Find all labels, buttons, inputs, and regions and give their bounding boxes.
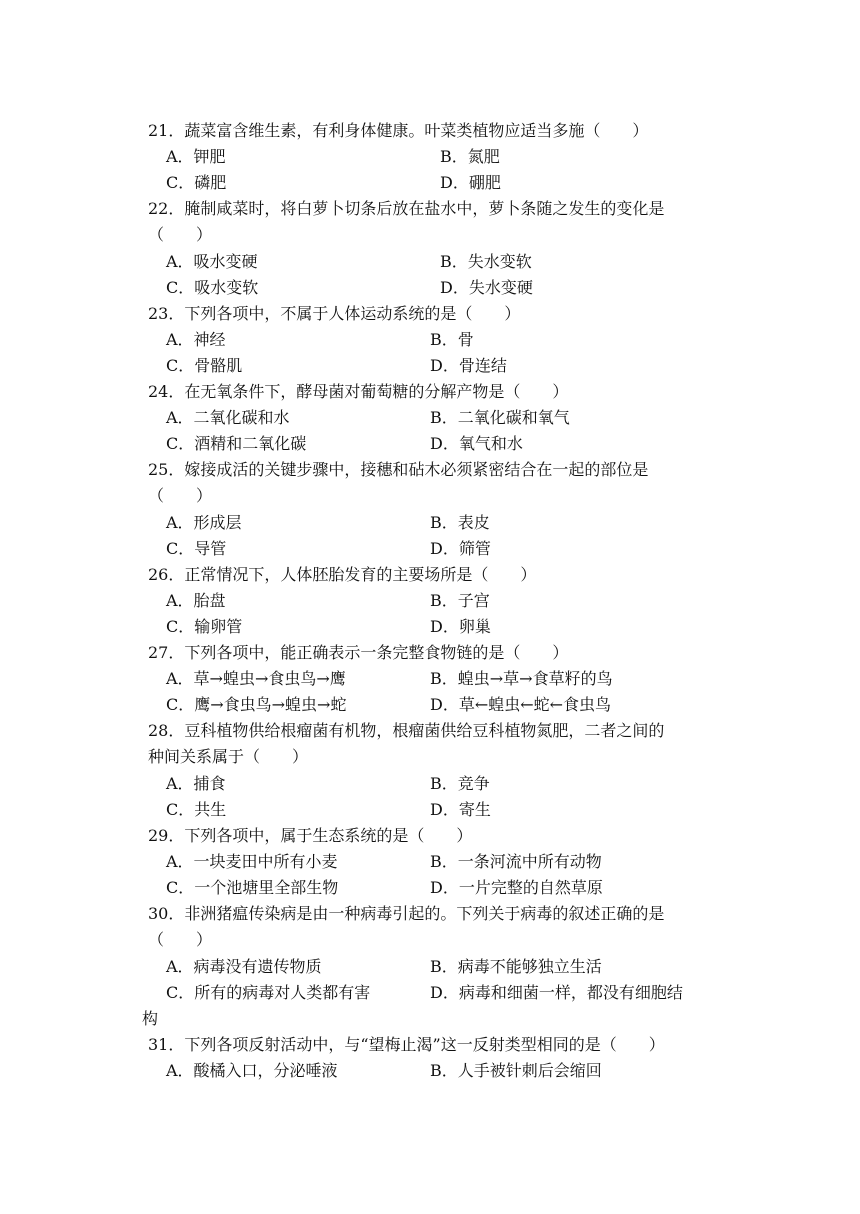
q31-option-b: B．人手被针刺后会缩回 [430,1061,602,1080]
q25-option-d: D．筛管 [430,539,491,558]
question-22-stem: 22．腌制咸菜时，将白萝卜切条后放在盐水中，萝卜条随之发生的变化是 [148,199,665,218]
q25-option-c: C．导管 [166,539,227,558]
q27-option-b: B．蝗虫→草→食草籽的鸟 [430,669,613,688]
question-25-stem-cont: （ ） [148,486,213,505]
question-28-stem-cont: 种间关系属于（ ） [148,747,309,766]
question-29-stem: 29．下列各项中，属于生态系统的是（ ） [148,826,473,845]
question-25-stem: 25．嫁接成活的关键步骤中，接穗和砧木必须紧密结合在一起的部位是 [148,460,649,479]
q21-option-d: D．硼肥 [440,173,501,192]
q22-option-d: D．失水变硬 [440,278,533,297]
question-28-stem: 28．豆科植物供给根瘤菌有机物，根瘤菌供给豆科植物氮肥，二者之间的 [148,721,665,740]
q30-option-d-wrap: 构 [142,1009,159,1028]
q30-option-a: A．病毒没有遗传物质 [166,957,322,976]
q28-option-c: C．共生 [166,800,227,819]
question-24-stem: 24．在无氧条件下，酵母菌对葡萄糖的分解产物是（ ） [148,382,569,401]
q29-option-d: D．一片完整的自然草原 [430,878,603,897]
q21-option-b: B．氮肥 [440,147,500,166]
question-26-stem: 26．正常情况下，人体胚胎发育的主要场所是（ ） [148,565,537,584]
q30-option-c: C．所有的病毒对人类都有害 [166,983,371,1002]
question-31-stem: 31．下列各项反射活动中，与“望梅止渴”这一反射类型相同的是（ ） [148,1035,665,1054]
q24-option-c: C．酒精和二氧化碳 [166,434,307,453]
q29-option-c: C．一个池塘里全部生物 [166,878,339,897]
q28-option-a: A．捕食 [166,774,226,793]
q28-option-d: D．寄生 [430,800,491,819]
q25-option-a: A．形成层 [166,513,242,532]
q22-option-b: B．失水变软 [440,252,532,271]
q21-option-c: C．磷肥 [166,173,227,192]
q23-option-c: C．骨骼肌 [166,356,243,375]
question-23-stem: 23．下列各项中，不属于人体运动系统的是（ ） [148,304,521,323]
q22-option-c: C．吸水变软 [166,278,259,297]
q23-option-d: D．骨连结 [430,356,507,375]
q26-option-a: A．胎盘 [166,591,226,610]
q29-option-b: B．一条河流中所有动物 [430,852,602,871]
q31-option-a: A．酸橘入口，分泌唾液 [166,1061,338,1080]
q30-option-d: D．病毒和细菌一样，都没有细胞结 [430,983,683,1002]
q26-option-d: D．卵巢 [430,617,491,636]
q27-option-c: C．鹰→食虫鸟→蝗虫→蛇 [166,695,347,714]
question-27-stem: 27．下列各项中，能正确表示一条完整食物链的是（ ） [148,643,569,662]
q23-option-a: A．神经 [166,330,226,349]
q27-option-d: D．草←蝗虫←蛇←食虫鸟 [430,695,612,714]
question-30-stem: 30．非洲猪瘟传染病是由一种病毒引起的。下列关于病毒的叙述正确的是 [148,904,665,923]
q29-option-a: A．一块麦田中所有小麦 [166,852,338,871]
q24-option-d: D．氧气和水 [430,434,523,453]
q21-option-a: A．钾肥 [166,147,226,166]
q28-option-b: B．竞争 [430,774,490,793]
q26-option-b: B．子宫 [430,591,490,610]
q30-option-b: B．病毒不能够独立生活 [430,957,602,976]
question-21-stem: 21．蔬菜富含维生素，有利身体健康。叶菜类植物应适当多施（ ） [148,121,649,140]
q26-option-c: C．输卵管 [166,617,243,636]
question-30-stem-cont: （ ） [148,930,213,949]
q23-option-b: B．骨 [430,330,474,349]
q27-option-a: A．草→蝗虫→食虫鸟→鹰 [166,669,346,688]
question-22-stem-cont: （ ） [148,225,213,244]
q24-option-b: B．二氧化碳和氧气 [430,408,570,427]
q24-option-a: A．二氧化碳和水 [166,408,290,427]
q25-option-b: B．表皮 [430,513,490,532]
q22-option-a: A．吸水变硬 [166,252,258,271]
